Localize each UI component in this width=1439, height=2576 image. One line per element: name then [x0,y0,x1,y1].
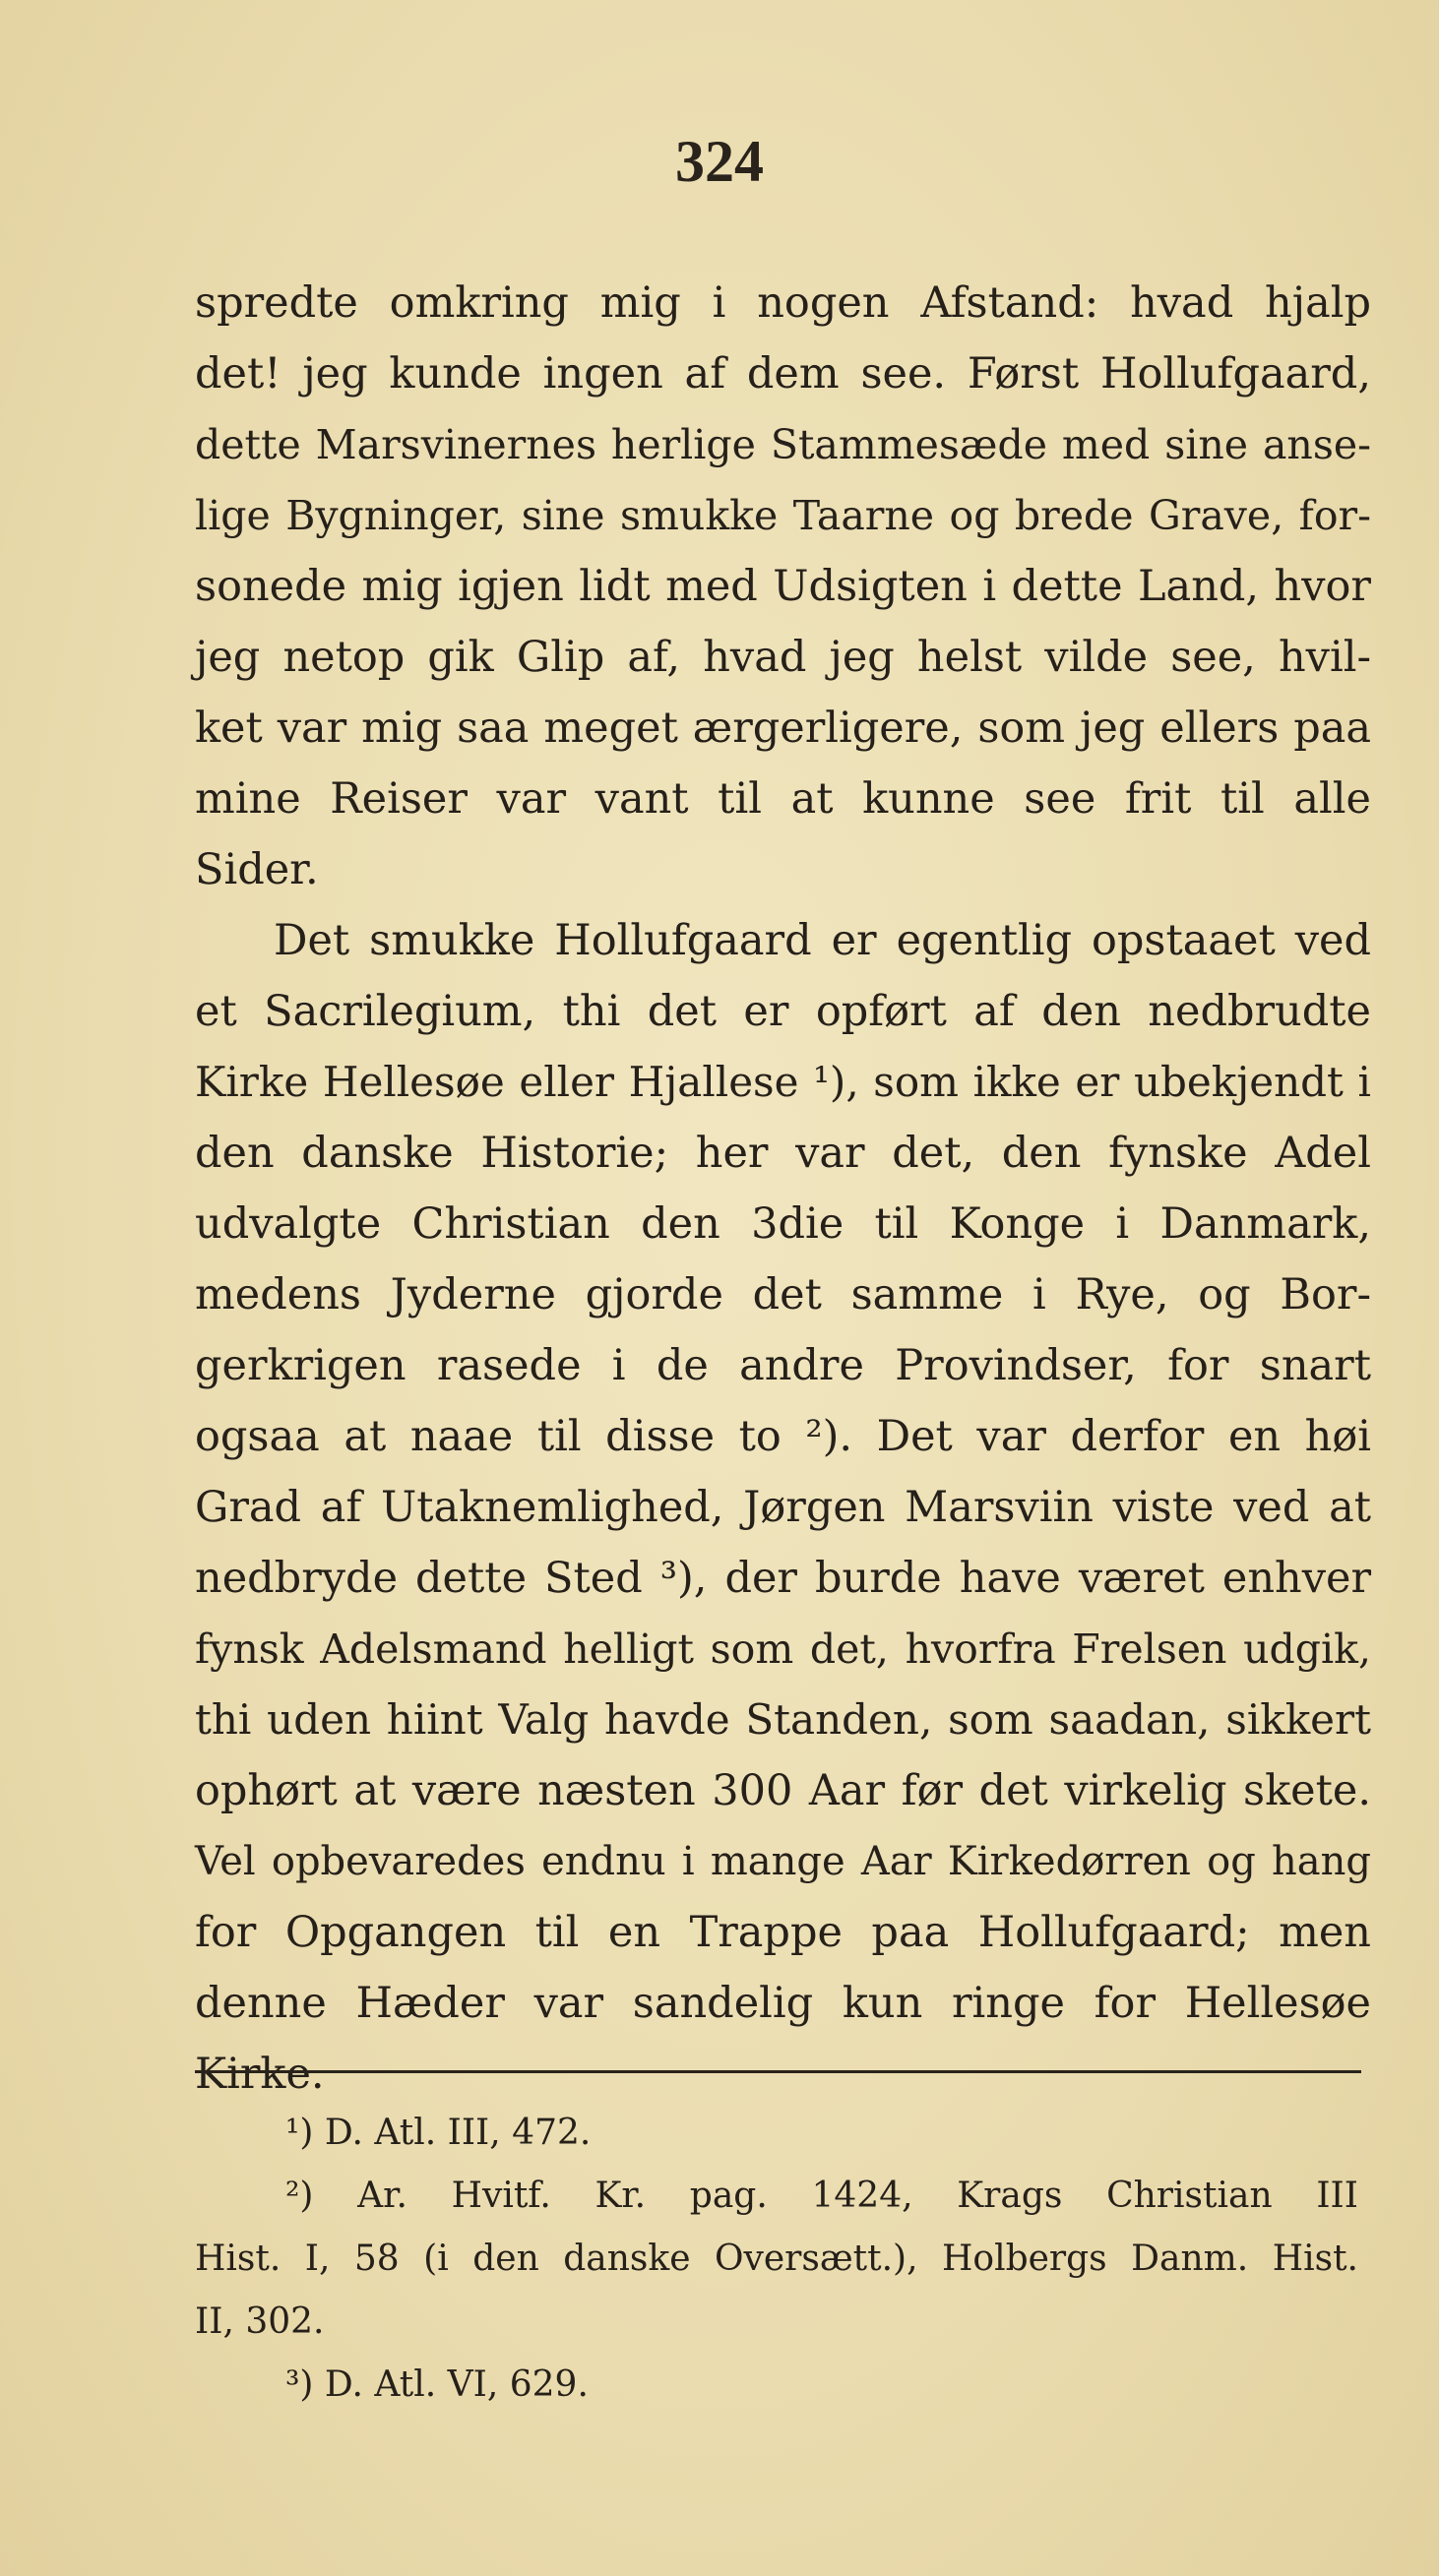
footnote-line: Hist. I, 58 (i den danske Oversætt.), Holbergs Danm. Hist. [195,2239,1358,2279]
text-line: det! jeg kunde ingen af dem see. Først Hollufgaard, [195,349,1371,399]
footnote-rule [195,2070,1361,2073]
text-line: Det smukke Hollufgaard er egentlig opstaaet ved [274,916,1371,965]
text-line: Grad af Utaknemlighed, Jørgen Marsviin viste ved at [195,1483,1371,1532]
text-line: denne Hæder var sandelig kun ringe for Hellesøe [195,1979,1371,2028]
text-line: Vel opbevaredes endnu i mange Aar Kirkedørren og hang [195,1839,1371,1884]
text-line: ogsaa at naae til disse to ²). Det var derfor en høi [195,1412,1371,1461]
text-line: Kirke Hellesøe eller Hjallese ¹), som ikke er ubekjendt i [195,1058,1371,1106]
text-line: gerkrigen rasede i de andre Provindser, for snart [195,1341,1371,1390]
text-line: udvalgte Christian den 3die til Konge i Danmark, [195,1199,1371,1249]
text-line: Sider. [195,845,319,894]
text-line: spredte omkring mig i nogen Afstand: hvad hjalp [195,278,1371,328]
text-line: for Opgangen til en Trappe paa Hollufgaard; men [195,1908,1371,1957]
footnote-line: ³) D. Atl. VI, 629. [285,2364,589,2405]
text-line: dette Marsvinernes herlige Stammesæde med sine anse- [195,421,1371,468]
text-line: medens Jyderne gjorde det samme i Rye, og Bor- [195,1270,1371,1319]
footnote-line: ²) Ar. Hvitf. Kr. pag. 1424, Krags Christian III [285,2176,1358,2216]
text-line: den danske Historie; her var det, den fynske Adel [195,1129,1371,1178]
text-line: nedbryde dette Sted ³), der burde have været enhver [195,1554,1371,1603]
text-line: et Sacrilegium, thi det er opført af den nedbrudte [195,987,1371,1036]
text-line: jeg netop gik Glip af, hvad jeg helst vilde see, hvil- [195,633,1371,682]
text-line: sonede mig igjen lidt med Udsigten i dette Land, hvor [195,562,1371,611]
text-line: ket var mig saa meget ærgerligere, som jeg ellers paa [195,704,1371,753]
footnote-line: ¹) D. Atl. III, 472. [285,2113,592,2153]
text-line: fynsk Adelsmand helligt som det, hvorfra Frelsen udgik, [195,1625,1371,1673]
text-line: lige Bygninger, sine smukke Taarne og brede Grave, for- [195,492,1371,539]
text-line: thi uden hiint Valg havde Standen, som saadan, sikkert [195,1695,1371,1744]
footnote-line: II, 302. [195,2301,325,2342]
page-number: 324 [675,129,764,194]
text-line: Kirke. [195,2050,325,2099]
text-line: ophørt at være næsten 300 Aar før det virkelig skete. [195,1766,1371,1815]
text-line: mine Reiser var vant til at kunne see frit til alle [195,774,1371,824]
